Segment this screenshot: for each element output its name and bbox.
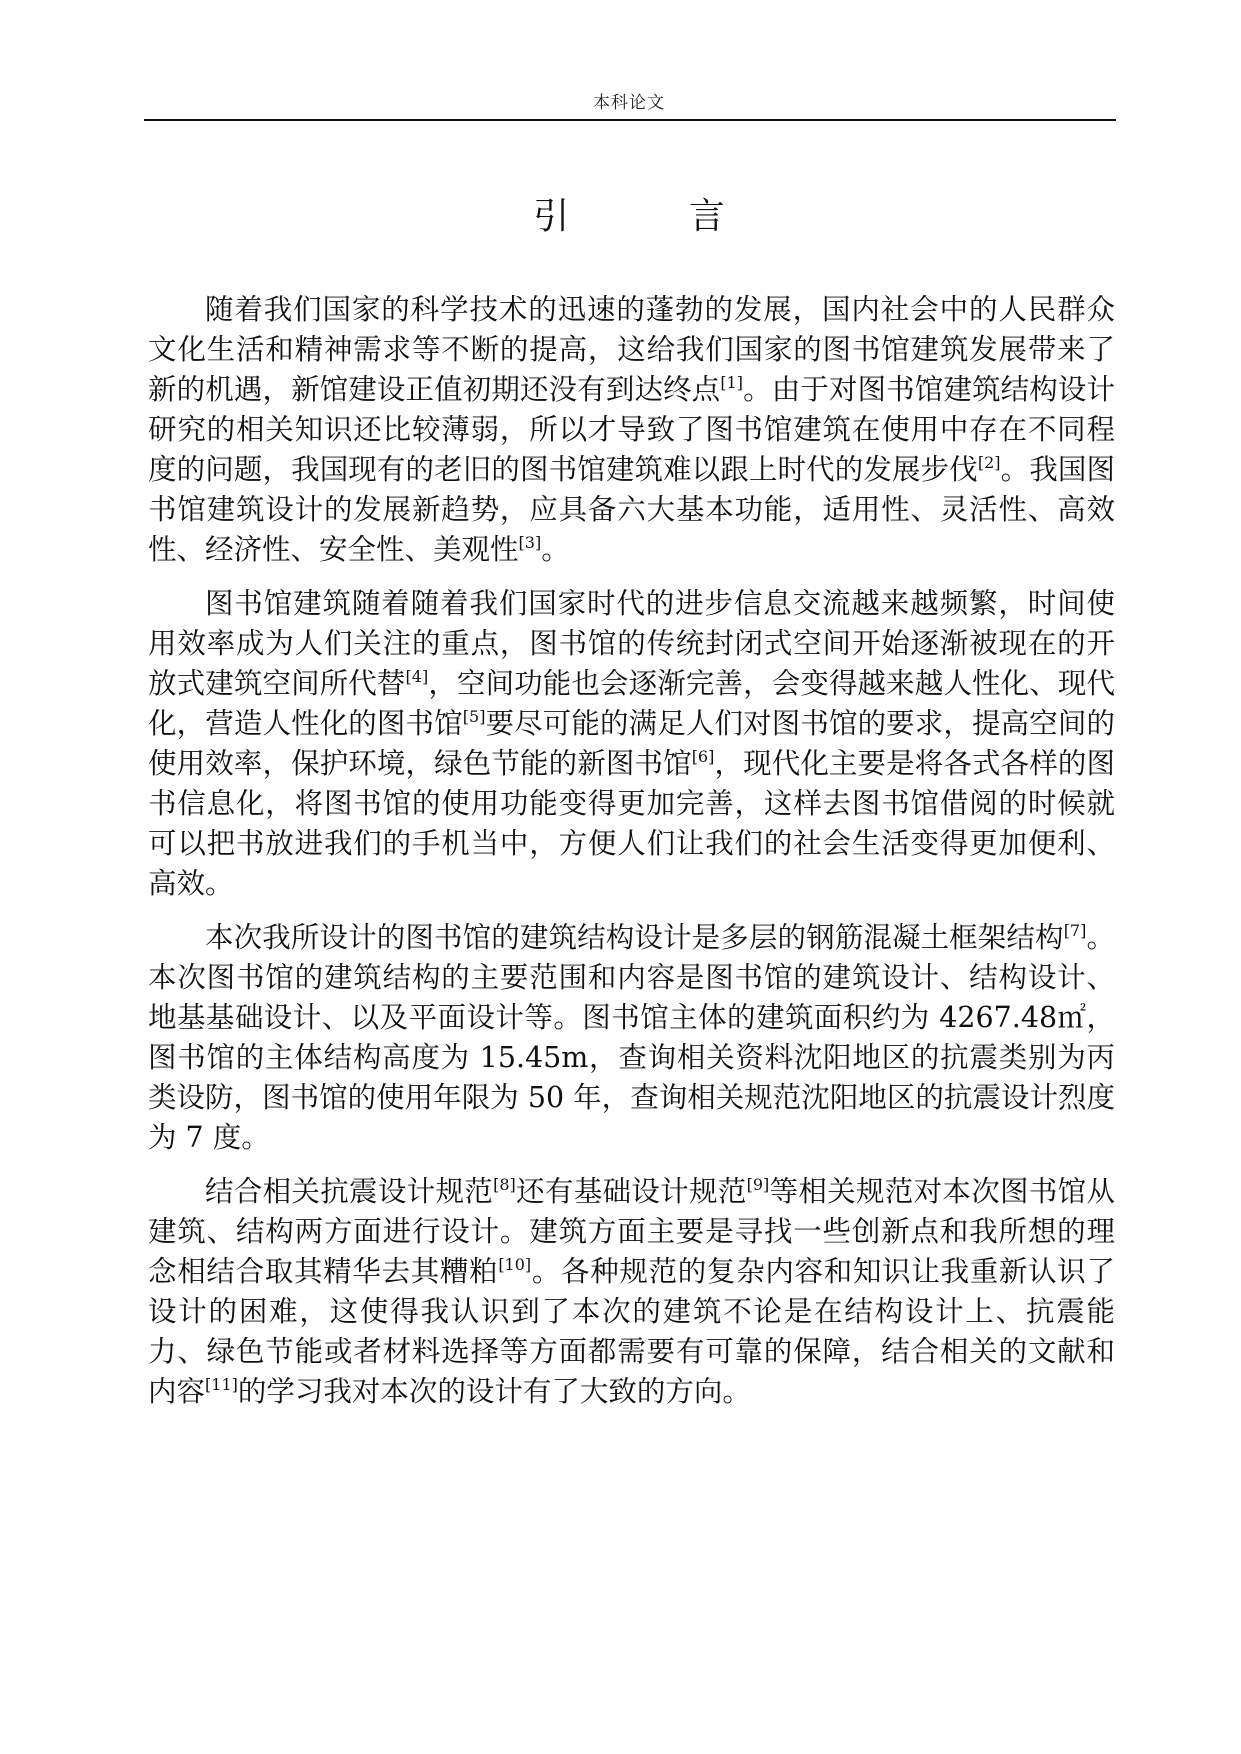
paragraph-text: 。各种规范的复杂内容和知识让我重新认识了设计的困难，这使得我认识到了本次的建筑不论是在结构设计上、抗震能力、绿色节能或者材料选择等方面都需要有可靠的保障，结合相关的文献和内容 bbox=[148, 1255, 1115, 1408]
header-rule bbox=[144, 119, 1116, 121]
paragraph-text: 等相关规范对本次图书馆从建筑、结构两方面进行设计。建筑方面主要是寻找一些创新点和我所想的理念相结合取其精华去其糟粕 bbox=[148, 1175, 1115, 1288]
paragraph-text: 。 bbox=[541, 533, 570, 566]
paragraph-text: 。我国图书馆建筑设计的发展新趋势，应具备六大基本功能，适用性、灵活性、高效性、经济性、安全性、美观性 bbox=[148, 453, 1115, 566]
paragraph-text: 本次我所设计的图书馆的建筑结构设计是多层的钢筋混凝土框架结构 bbox=[205, 921, 1064, 954]
citation-ref: [8] bbox=[493, 1175, 516, 1194]
citation-ref: [4] bbox=[405, 667, 429, 686]
paragraph-text: 。由于对图书馆建筑结构设计研究的相关知识还比较薄弱，所以才导致了图书馆建筑在使用中存在不同程度的问题，我国现有的老旧的图书馆建筑难以跟上时代的发展步伐 bbox=[148, 373, 1115, 486]
paragraph-text: 图书馆建筑随着随着我们国家时代的进步信息交流越来越频繁，时间使用效率成为人们关注的重点，图书馆的传统封闭式空间开始逐渐被现在的开放式建筑空间所代替 bbox=[148, 587, 1115, 700]
paragraph-text: 结合相关抗震设计规范 bbox=[205, 1175, 494, 1208]
citation-ref: [11] bbox=[205, 1375, 238, 1394]
section-title: 引 言 bbox=[533, 196, 779, 237]
citation-ref: [2] bbox=[977, 453, 1001, 472]
paragraph-text: 的学习我对本次的设计有了大致的方向。 bbox=[237, 1375, 751, 1408]
paragraph-text: 还有基础设计规范 bbox=[515, 1175, 747, 1208]
body-text bbox=[148, 290, 1115, 1412]
citation-ref: [9] bbox=[746, 1175, 770, 1194]
paragraph-text: 。本次图书馆的建筑结构的主要范围和内容是图书馆的建筑设计、结构设计、地基基础设计、以及平面设计等。图书馆主体的建筑面积约为 4267.48㎡，图书馆的主体结构高度为 15.45m，查询相关资料沈阳地区的抗震类别为丙类设防，图书馆的使用年限为 50 年，查询相关规范沈阳地区的抗震设计烈度为 7 度。 bbox=[148, 921, 1115, 1154]
citation-ref: [6] bbox=[691, 747, 715, 766]
citation-ref: [5] bbox=[462, 707, 486, 726]
citation-ref: [10] bbox=[498, 1255, 532, 1274]
paragraph bbox=[148, 584, 1115, 904]
paragraph bbox=[148, 1172, 1115, 1412]
citation-ref: [3] bbox=[518, 533, 542, 552]
paragraph bbox=[148, 290, 1115, 570]
paragraph-text: 随着我们国家的科学技术的迅速的蓬勃的发展，国内社会中的人民群众文化生活和精神需求等不断的提高，这给我们国家的图书馆建筑发展带来了新的机遇，新馆建设正值初期还没有到达终点 bbox=[148, 293, 1115, 406]
paragraph-text: ，空间功能也会逐渐完善，会变得越来越人性化、现代化，营造人性化的图书馆 bbox=[148, 667, 1115, 740]
citation-ref: [7] bbox=[1063, 921, 1087, 940]
page-header: 本科论文 bbox=[593, 93, 665, 113]
paragraph-text: ，现代化主要是将各式各样的图书信息化，将图书馆的使用功能变得更加完善，这样去图书馆借阅的时候就可以把书放进我们的手机当中，方便人们让我们的社会生活变得更加便利、高效。 bbox=[148, 747, 1115, 900]
citation-ref: [1] bbox=[720, 373, 743, 392]
paragraph bbox=[148, 918, 1115, 1158]
paragraph-text: 要尽可能的满足人们对图书馆的要求，提高空间的使用效率，保护环境，绿色节能的新图书馆 bbox=[148, 707, 1115, 780]
